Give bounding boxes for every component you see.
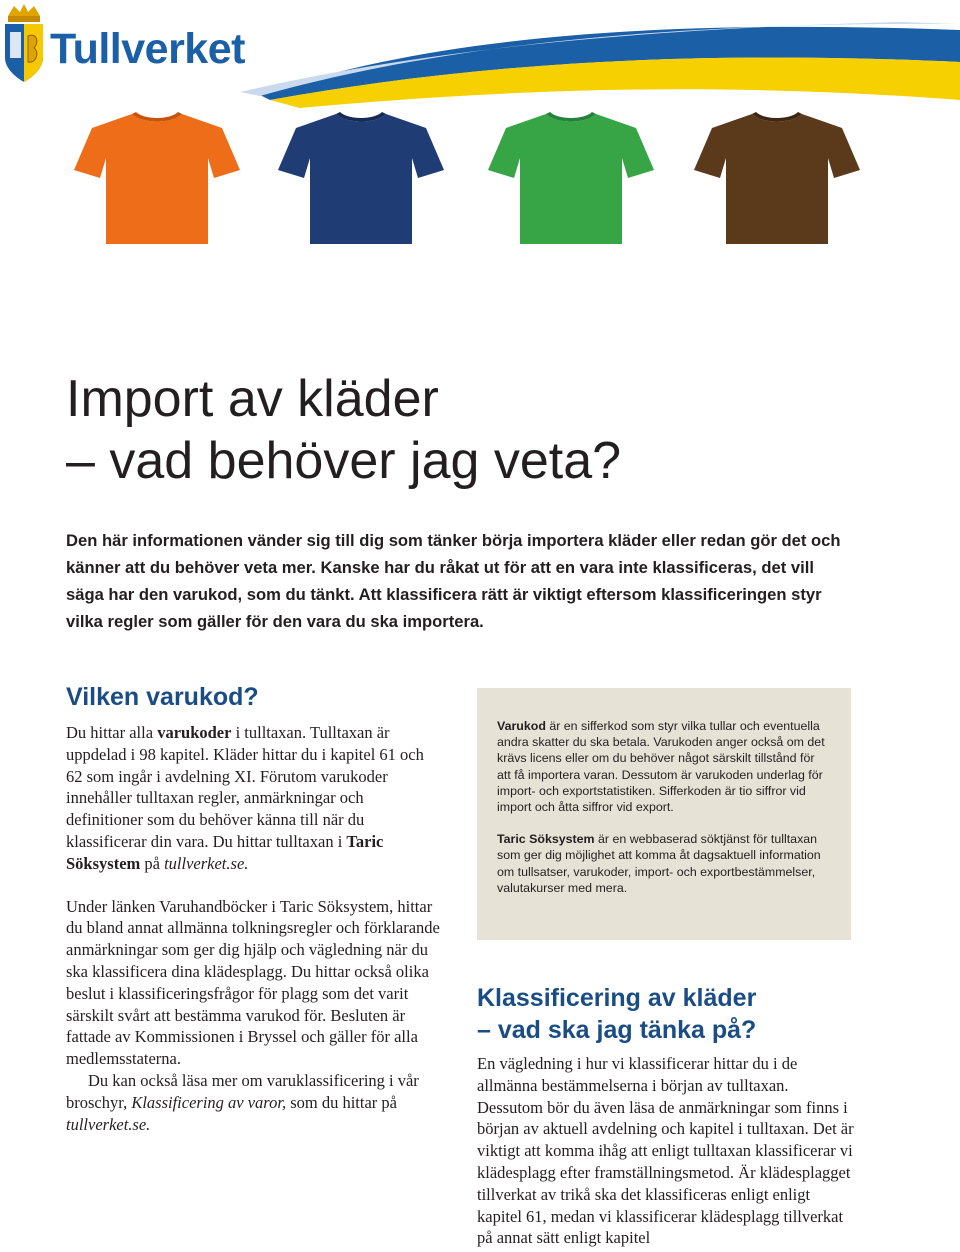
- text-span: Du hittar alla: [66, 723, 158, 742]
- section-heading-varukod: Vilken varukod?: [66, 683, 259, 711]
- klassificering-paragraph: En vägledning i hur vi klassificerar hittar du i de allmänna bestämmelserna i början av tulltaxan. Dessutom bör du även läsa de anmärkningar som finns i början av aktuell avdelning och kapitel i tulltaxan. Det är viktigt att komma ihåg att enligt tulltaxan klassificerar vi klädesplagg efter framställningsmetod. Är klädesplagget tillverkat av trikå ska det klassificeras enligt enligt kapitel 61, medan vi klassificerar klädesplagg tillverkat på annat sätt enligt kapitel: [477, 1054, 854, 1248]
- section-heading-klassificering: [477, 982, 756, 1046]
- taric-term: Taric Söksystem: [66, 831, 384, 873]
- tullverket-link[interactable]: tullverket.se.: [164, 853, 249, 873]
- text-span: är en sifferkod som styr vilka tullar och eventuella andra skatter du ska betala. Varukoden anger också om det krävs licens eller om du behöver något särskilt tillstånd för att få importera varan. Dessutom är varukoden underlag för import- och exportstatistiken. Sifferkoden är tio siffror vid import och åtta siffror vid export.: [497, 719, 825, 815]
- varuhandbocker-paragraph: Under länken Varuhandböcker i Taric Söksystem, hittar du bland annat allmänna tolkningsregler och förklarande anmärkningar som ger dig hjälp och vägledning när du ska klassificera dina klädesplagg. Du hittar också olika beslut i klassificeringsfrågor för plagg som det varit särskilt svårt att bestämma varukod för. Besluten är fattade av Kommissionen i Bryssel och gäller för alla medlemsstaterna.: [66, 896, 440, 1069]
- page-title-line-1: Import av kläder: [66, 370, 439, 428]
- info-box-taric-term: Taric Söksystem: [497, 832, 595, 847]
- page-title-line-2: – vad behöver jag veta?: [66, 432, 622, 490]
- text-span: på: [140, 853, 165, 873]
- tullverket-crest-logo: [2, 2, 46, 84]
- text-span: är en webbaserad söktjänst för tulltaxan som ger dig möjlighet att komma åt dagsaktuell information om tullsatser, varukoder, import- och exportbestämmelser, valutakurser med mera.: [497, 832, 821, 895]
- section-heading-line-1: Klassificering av kläder: [477, 984, 757, 1012]
- info-box: [477, 688, 851, 940]
- section-heading-line-2: – vad ska jag tänka på?: [477, 1016, 757, 1044]
- orange-tshirt: [72, 106, 242, 246]
- broschyr-title: Klassificering av varor,: [131, 1092, 287, 1112]
- brand-wordmark: Tullverket: [50, 25, 245, 73]
- text-span: Du kan också läsa mer om varuklassificering i vår broschyr,: [66, 1070, 419, 1112]
- info-box-varukod: [497, 718, 831, 815]
- intro-paragraph: Den här informationen vänder sig till dig som tänker börja importera kläder eller redan gör det och känner att du behöver veta mer. Kanske har du råkat ut för att en vara inte klassificeras, det vill säga har den varukod, som du tänkt. Att klassificera rätt är viktigt eftersom klassificeringen styr vilka regler som gäller för den vara du ska importera.: [66, 531, 841, 631]
- text-span: i tulltaxan. Tulltaxan är uppdelad i 98 kapitel. Kläder hittar du i kapitel 61 och 62 som ingår i avdelning XI. Förutom varukoder innehåller tulltaxan regler, anmärkningar och definitioner som du behöver känna till när du klassificerar din vara. Du hittar tulltaxan i: [66, 723, 424, 851]
- left-column: [66, 722, 444, 1135]
- info-box-varukod-term: Varukod: [497, 719, 546, 733]
- text-span: som du hittar på: [286, 1092, 397, 1112]
- page-title: [66, 368, 621, 492]
- varukoder-term: varukoder: [157, 723, 232, 742]
- broschyr-paragraph: [66, 1070, 444, 1135]
- brown-tshirt: [692, 106, 862, 246]
- tullverket-link[interactable]: tullverket.se.: [66, 1114, 151, 1134]
- green-tshirt: [486, 106, 656, 246]
- navy-tshirt: [276, 106, 446, 246]
- varukod-paragraph: [66, 722, 444, 875]
- info-box-taric: [497, 831, 831, 896]
